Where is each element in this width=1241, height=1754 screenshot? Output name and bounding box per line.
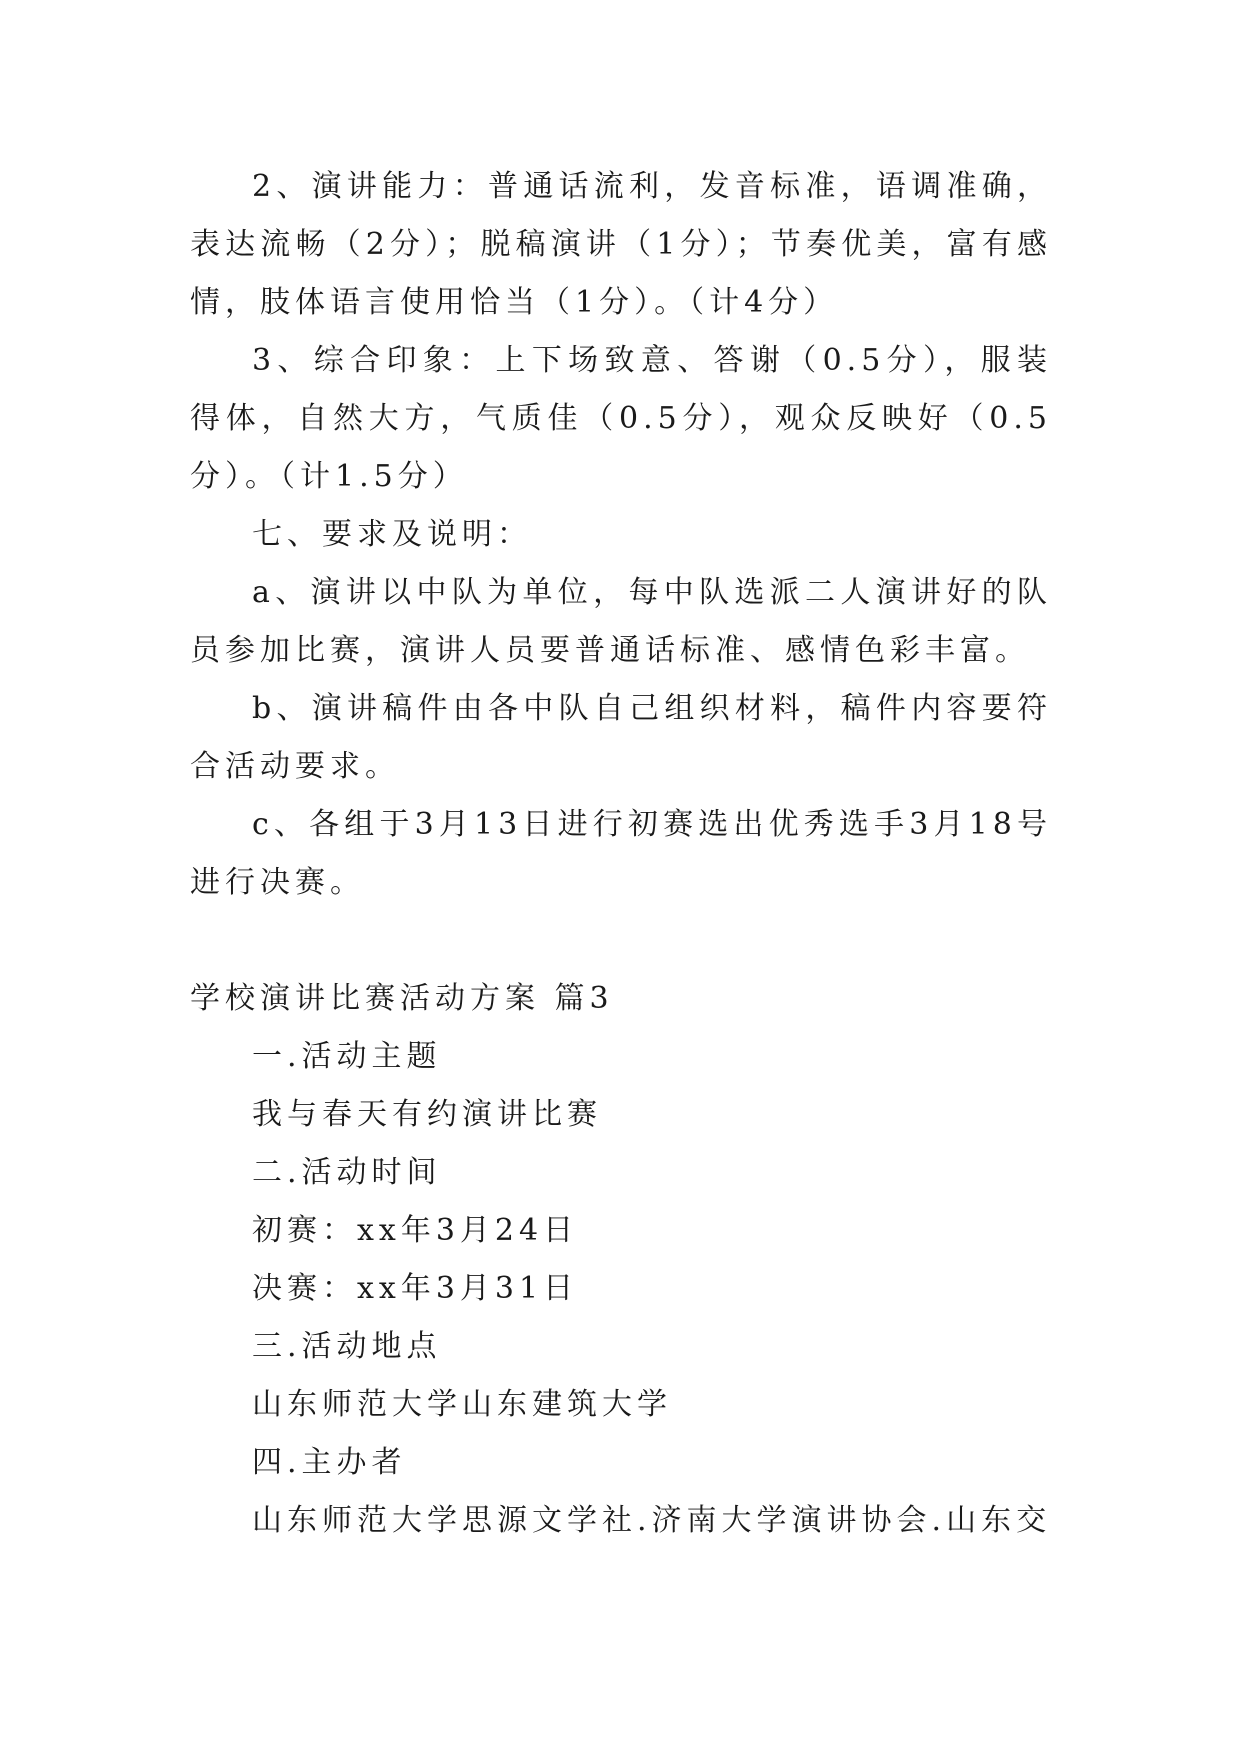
paragraph-overall-impression: 3、综合印象：上下场致意、答谢（0.5分），服装得体，自然大方，气质佳（0.5分），观众反映好（0.5分）。（计1.5分） [190, 343, 1052, 494]
section-heading-requirements: 七、要求及说明： [252, 517, 532, 552]
preliminary-date: 初赛：xx年3月24日 [252, 1213, 579, 1248]
paragraph-requirement-b: b、演讲稿件由各中队自己组织材料，稿件内容要符合活动要求。 [190, 691, 1052, 784]
paragraph-requirement-a: a、演讲以中队为单位，每中队选派二人演讲好的队员参加比赛，演讲人员要普通话标准、感情色彩丰富。 [190, 575, 1052, 668]
activity-time-heading: 二.活动时间 [252, 1155, 442, 1190]
final-date: 决赛：xx年3月31日 [252, 1271, 579, 1306]
activity-location-heading: 三.活动地点 [252, 1329, 442, 1364]
activity-theme-value: 我与春天有约演讲比赛 [252, 1097, 602, 1132]
section-title: 学校演讲比赛活动方案 篇3 [190, 981, 614, 1016]
document-body [190, 158, 1052, 1550]
spacer [190, 912, 1052, 970]
organizer-value: 山东师范大学思源文学社.济南大学演讲协会.山东交 [252, 1503, 1052, 1538]
paragraph-requirement-c: c、各组于3月13日进行初赛选出优秀选手3月18号进行决赛。 [190, 807, 1052, 900]
organizer-heading: 四.主办者 [252, 1445, 407, 1480]
activity-theme-heading: 一.活动主题 [252, 1039, 442, 1074]
paragraph-speech-ability: 2、演讲能力：普通话流利，发音标准，语调准确，表达流畅（2分）；脱稿演讲（1分）；节奏优美，富有感情，肢体语言使用恰当（1分）。（计4分） [190, 169, 1052, 320]
activity-location-value: 山东师范大学山东建筑大学 [252, 1387, 672, 1422]
